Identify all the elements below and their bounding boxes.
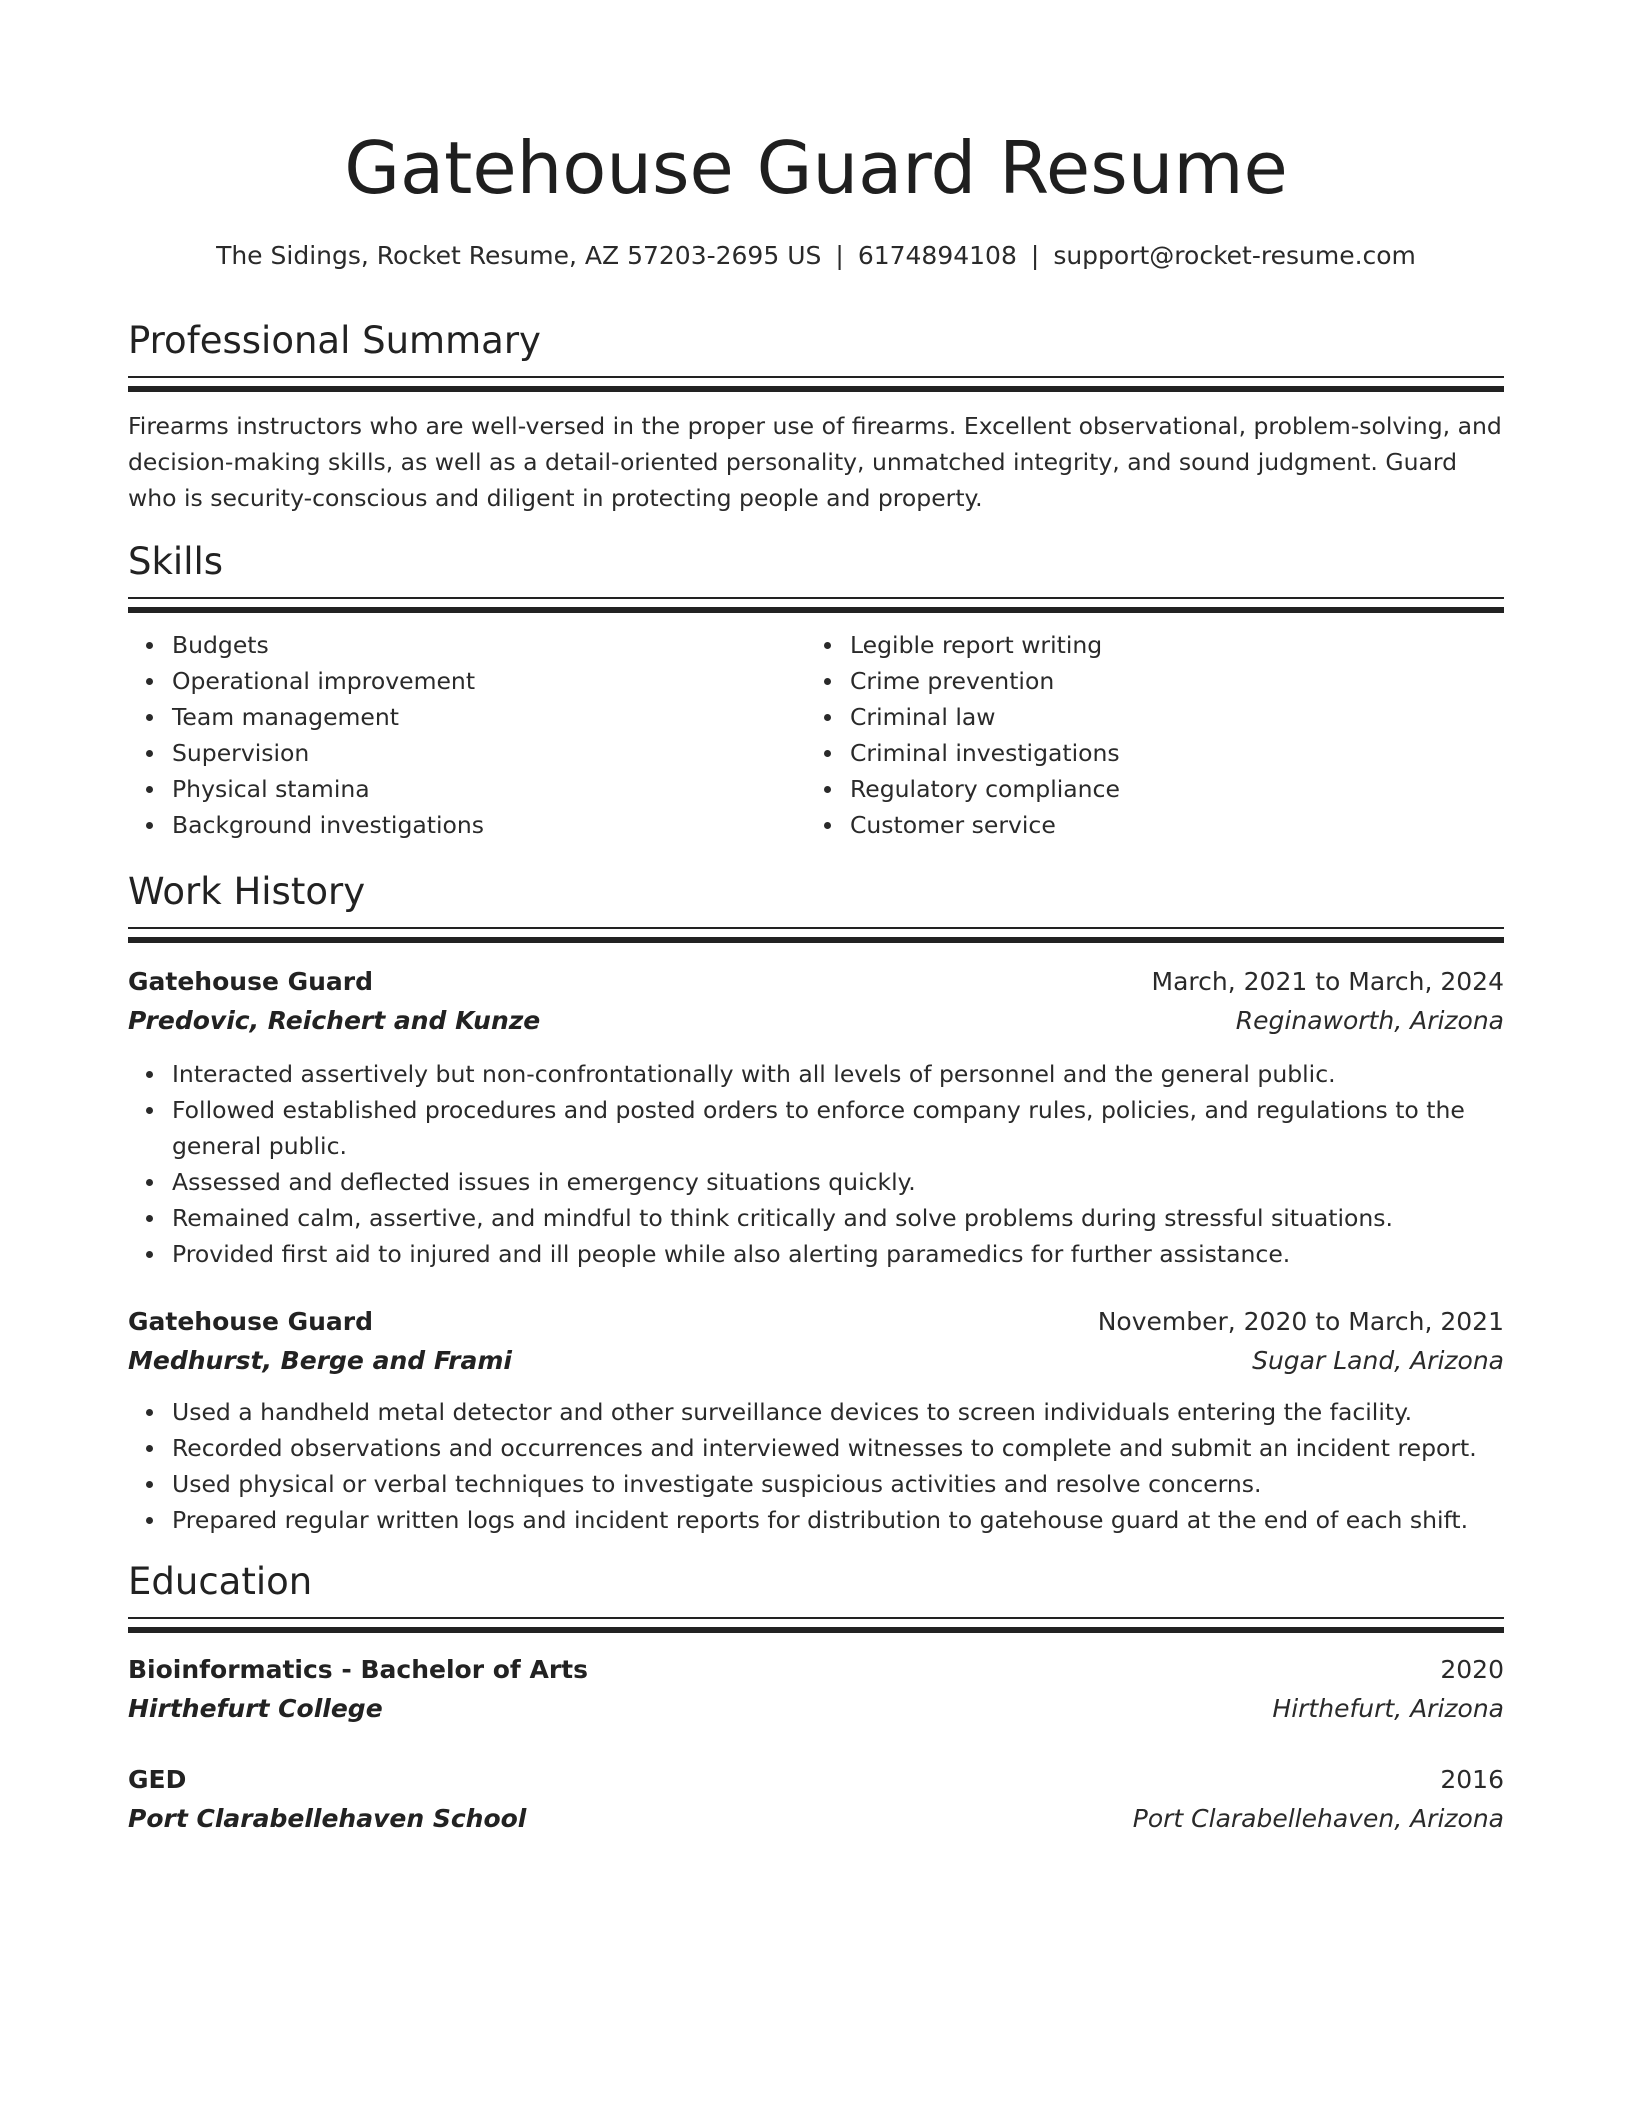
contact-separator: |: [835, 241, 844, 270]
job-entry: [128, 962, 1504, 1272]
contact-address: The Sidings, Rocket Resume, AZ 57203-2695 US: [216, 241, 822, 270]
education-header-row: [128, 1650, 1504, 1690]
education-location: Hirthefurt, Arizona: [1272, 1694, 1504, 1723]
job-title: Gatehouse Guard: [128, 967, 374, 996]
contact-line: [128, 236, 1504, 276]
job-dates: November, 2020 to March, 2021: [1097, 1307, 1504, 1336]
job-duty-item: Interacted assertively but non-confrontationally with all levels of personnel and the general public.: [172, 1056, 1504, 1092]
education-school: Port Clarabellehaven School: [128, 1804, 527, 1833]
job-duties-list: [128, 1394, 1504, 1538]
education-heading: Education: [128, 1560, 313, 1603]
education-year: 2020: [1440, 1655, 1504, 1684]
section-divider: [128, 1617, 1504, 1633]
job-title: Gatehouse Guard: [128, 1307, 374, 1336]
job-dates: March, 2021 to March, 2024: [1151, 967, 1504, 996]
skill-item: Supervision: [172, 735, 806, 771]
summary-text: Firearms instructors who are well-versed in the proper use of firearms. Excellent observational, problem-solving, and decision-making skills, as well as a detail-oriented personality, unmatched integrity, and sound judgment. Guard who is security-conscious and diligent in protecting people and property.: [128, 412, 1502, 512]
skill-item: Customer service: [850, 807, 1484, 843]
contact-email: support@rocket-resume.com: [1053, 241, 1416, 270]
skills-columns: [128, 627, 1504, 843]
education-degree: Bioinformatics - Bachelor of Arts: [128, 1655, 589, 1684]
education-year: 2016: [1440, 1765, 1504, 1794]
job-duty-item: Remained calm, assertive, and mindful to think critically and solve problems during stressful situations.: [172, 1200, 1504, 1236]
job-duty-item: Used physical or verbal techniques to investigate suspicious activities and resolve concerns.: [172, 1466, 1504, 1502]
skills-heading: Skills: [128, 540, 224, 583]
job-duty-item: Prepared regular written logs and incident reports for distribution to gatehouse guard at the end of each shift.: [172, 1502, 1504, 1538]
skills-list-right: [806, 627, 1484, 843]
job-duty-item: Recorded observations and occurrences and interviewed witnesses to complete and submit an incident report.: [172, 1430, 1504, 1466]
education-location: Port Clarabellehaven, Arizona: [1132, 1804, 1504, 1833]
job-entry: [128, 1302, 1504, 1538]
job-duties-list: [128, 1056, 1504, 1272]
work-history-heading: Work History: [128, 870, 366, 913]
skill-item: Regulatory compliance: [850, 771, 1484, 807]
skills-column-right: [806, 627, 1484, 843]
work-history-section: [128, 867, 1504, 943]
job-header-row: [128, 1302, 1504, 1342]
skill-item: Legible report writing: [850, 627, 1484, 663]
education-header-row: [128, 1760, 1504, 1800]
contact-separator: |: [1030, 241, 1040, 270]
education-school-row: [128, 1690, 1504, 1728]
section-divider: [128, 927, 1504, 943]
job-header-row: [128, 962, 1504, 1002]
skill-item: Budgets: [172, 627, 806, 663]
job-duty-item: Assessed and deflected issues in emergency situations quickly.: [172, 1164, 1504, 1200]
skill-item: Operational improvement: [172, 663, 806, 699]
education-school-row: [128, 1800, 1504, 1838]
skill-item: Physical stamina: [172, 771, 806, 807]
education-entry: [128, 1760, 1504, 1838]
summary-section: [128, 316, 1504, 516]
job-duty-item: Provided first aid to injured and ill people while also alerting paramedics for further assistance.: [172, 1236, 1504, 1272]
job-duty-item: Followed established procedures and posted orders to enforce company rules, policies, and regulations to the general public.: [172, 1092, 1504, 1164]
education-section: [128, 1557, 1504, 1633]
section-divider: [128, 597, 1504, 613]
resume-title: Gatehouse Guard Resume: [344, 126, 1288, 210]
section-divider: [128, 376, 1504, 392]
job-duty-item: Used a handheld metal detector and other surveillance devices to screen individuals entering the facility.: [172, 1394, 1504, 1430]
job-company-row: [128, 1342, 1504, 1380]
skill-item: Crime prevention: [850, 663, 1484, 699]
skill-item: Team management: [172, 699, 806, 735]
skill-item: Criminal investigations: [850, 735, 1484, 771]
skills-column-left: [128, 627, 806, 843]
skills-list-left: [128, 627, 806, 843]
education-degree: GED: [128, 1765, 187, 1794]
skill-item: Background investigations: [172, 807, 806, 843]
education-school: Hirthefurt College: [128, 1694, 383, 1723]
summary-heading: Professional Summary: [128, 319, 541, 362]
job-company: Predovic, Reichert and Kunze: [128, 1006, 541, 1035]
job-location: Reginaworth, Arizona: [1235, 1006, 1504, 1035]
job-company-row: [128, 1002, 1504, 1040]
skills-section: [128, 537, 1504, 843]
job-company: Medhurst, Berge and Frami: [128, 1346, 512, 1375]
job-location: Sugar Land, Arizona: [1252, 1346, 1504, 1375]
contact-phone: 6174894108: [857, 241, 1017, 270]
skill-item: Criminal law: [850, 699, 1484, 735]
education-entry: [128, 1650, 1504, 1728]
